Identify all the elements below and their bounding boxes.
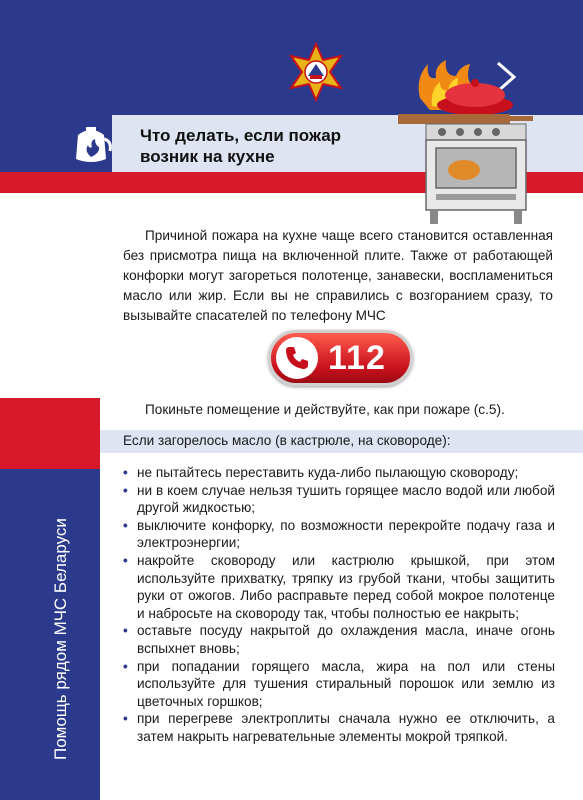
emergency-call-button[interactable] — [268, 330, 413, 386]
sidebar-blue-block — [0, 469, 100, 800]
leave-instruction: Покиньте помещение и действуйте, как при пожаре (с.5). — [145, 402, 505, 417]
list-item: • при попадании горящего масла, жира на пол или стены используйте для тушения стиральный порошок или землю из цветочных горшков; — [123, 658, 555, 711]
phone-icon — [283, 344, 311, 372]
list-item: • выключите конфорку, по возможности перекройте подачу газа и электроэнергии; — [123, 517, 555, 552]
intro-paragraph: Причиной пожара на кухне чаще всего становится оставленная без присмотра пища на включенной плите. Также от работающей конфорки могут загореться полотенце, занавески, воспламениться масло или жир. Если вы не справились с возгоранием сразу, то вызывайте спасателей по телефону МЧС — [123, 228, 553, 323]
list-item: • при перегреве электроплиты сначала нужно ее отключить, а затем накрыть нагревательные элементы мокрой тряпкой. — [123, 710, 555, 745]
oil-section-title: Если загорелось масло (в кастрюле, на сковороде): — [123, 433, 451, 448]
kettle-fire-icon — [68, 121, 114, 167]
list-item: • не пытайтесь переставить куда-либо пылающую сковороду; — [123, 464, 555, 482]
mchs-emblem-icon — [286, 42, 346, 102]
page-title: Что делать, если пожар возник на кухне — [140, 126, 342, 166]
list-item: • накройте сковороду или кастрюлю крышкой, при этом используйте прихватку, тряпку из грубой ткани, чтобы защитить руки от ожогов. Либо расправьте перед собой мокрое полотенце и набросьте на сковороду так, чтобы полностью ее накрыть; — [123, 552, 555, 622]
oil-instructions-list — [123, 464, 555, 746]
sidebar-red-block — [0, 398, 100, 469]
emergency-number: 112 — [328, 338, 386, 377]
phone-icon-circle — [276, 337, 318, 379]
sidebar-caption: Помощь рядом МЧС Беларуси — [51, 518, 70, 760]
list-item: • оставьте посуду накрытой до охлаждения масла, иначе огонь вспыхнет вновь; — [123, 622, 555, 657]
list-item: • ни в коем случае нельзя тушить горящее масло водой или любой другой жидкостью; — [123, 482, 555, 517]
stove-fire-illustration — [360, 58, 535, 226]
